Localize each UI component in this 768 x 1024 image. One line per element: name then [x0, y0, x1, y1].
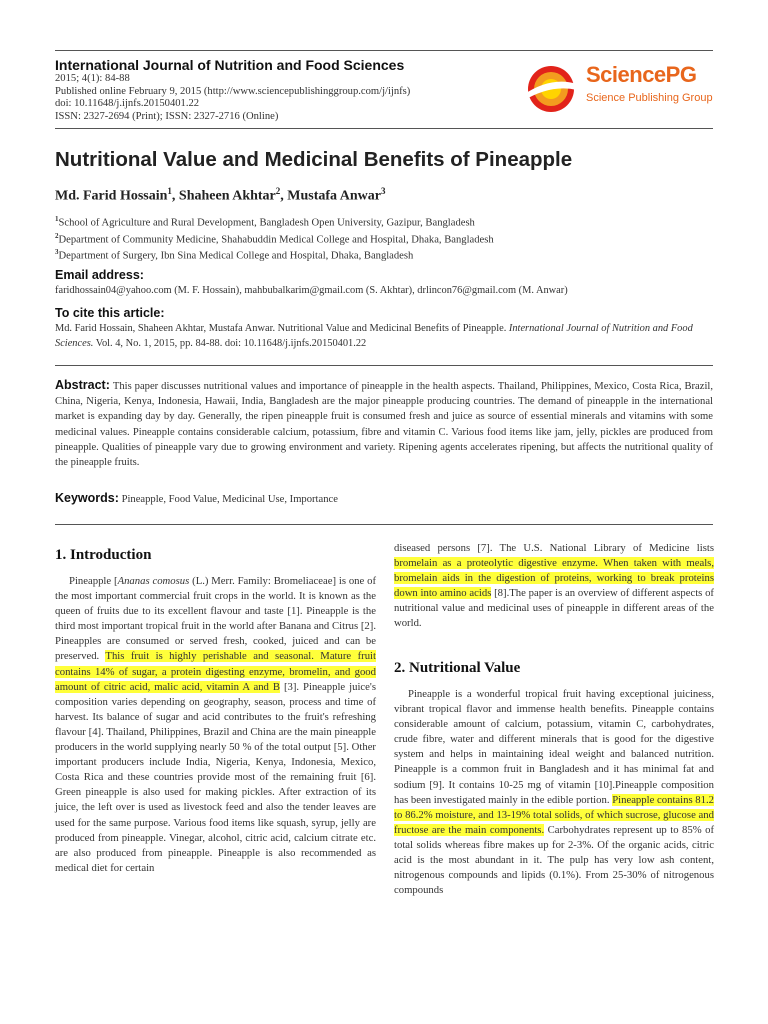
affiliation-text: School of Agriculture and Rural Development, Bangladesh Open University, Gazipur, Bangladesh	[58, 217, 475, 229]
text-run: [8].The paper is an overview of different aspects of nutritional value and medicinal uses of pineapple in different areas of the world.	[394, 587, 714, 630]
email-heading: Email address:	[55, 268, 144, 282]
publication-date-line: Published online February 9, 2015 (http://www.sciencepublishinggroup.com/j/ijnfs)	[55, 85, 411, 97]
affiliation-text: Department of Community Medicine, Shahabuddin Medical College and Hospital, Dhaka, Bangladesh	[58, 234, 494, 246]
issn-line: ISSN: 2327-2694 (Print); ISSN: 2327-2716 (Online)	[55, 110, 279, 122]
author-separator: ,	[280, 188, 288, 204]
keywords	[55, 491, 338, 505]
author-list	[55, 186, 386, 205]
author-affiliation-number: 3	[381, 186, 386, 196]
doi-line: doi: 10.11648/j.ijnfs.20150401.22	[55, 98, 200, 109]
journal-title: International Journal of Nutrition and Food Sciences	[55, 57, 405, 73]
introduction-body	[55, 574, 376, 876]
author-separator: ,	[171, 188, 179, 204]
nutritional-value-paragraph	[394, 687, 714, 898]
text-run: Pineapple is a wonderful tropical fruit having exceptional juiciness, vibrant tropical flavor and immense health benefits. Pineapple contains considerable amount of calcium, potassium, vitamin C, carbohydrates, crude fibre, water and different minerals that is good for the digestive system and helps in maintaining ideal weight and balanced nutrition. Pineapple is a common fruit in Bangladesh and it has minimal fat and sodium [9]. It contains 10-25 mg of vitamin [10].Pineapple composition has been investigated mainly in the edible portion.	[394, 688, 714, 806]
section-nutritional-value-heading: 2. Nutritional Value	[394, 660, 521, 676]
introduction-paragraph	[55, 574, 376, 876]
author-affiliation-number: 1	[167, 186, 172, 196]
abstract-top-rule	[55, 365, 713, 366]
email-addresses: faridhossain04@yahoo.com (M. F. Hossain), mahbubalkarim@gmail.com (S. Akhtar), drlincon76@gmail.com (M. Anwar)	[55, 285, 568, 296]
author-affiliation-number: 2	[275, 186, 281, 196]
author-name: Mustafa Anwar	[287, 188, 381, 204]
section-introduction-heading: 1. Introduction	[55, 547, 152, 563]
author-name: Md. Farid Hossain	[55, 188, 168, 204]
abstract-text: This paper discusses nutritional values and importance of pineapple in the health aspects. Thailand, Philippines, Mexico, Costa Rica, Brazil, China, Nigeria, Kenya, Indonesia, Hawaii, India, Bangladesh are the major pineapple producing countries. The demand of pineapple in the international market is expanding day by day. Generally, the ripen pineapple fruit is consumed fresh and juice as source of essential minerals and vitamins with some medicinal values. Pineapple contains considerable calcium, potassium, fibre and vitamin C. Various food items like jam, jelly, pickles are produced from pineapple. Qualities of pineapple vary due to growing environment and variety. Ripening agents accelerates ripening, but affects the nutritional quality of the pineapple fruits.	[55, 381, 713, 469]
abstract-bottom-rule	[55, 524, 713, 525]
paper-title: Nutritional Value and Medicinal Benefits of Pineapple	[55, 148, 573, 171]
affiliation-2	[55, 232, 494, 246]
highlighted-text: bromelain as a proteolytic digestive enzyme. When taken with meals, bromelain aids in the digestion of proteins, working to break proteins down into amino acids	[394, 557, 714, 600]
affiliation-3	[55, 248, 413, 262]
affiliation-number: 2	[55, 232, 59, 240]
citation-heading: To cite this article:	[55, 306, 165, 320]
logo-name: SciencePG	[586, 62, 697, 87]
affiliation-number: 3	[55, 248, 59, 256]
citation-journal: International Journal of Nutrition and Food Sciences.	[55, 323, 693, 349]
text-run: Pineapple [	[69, 575, 118, 587]
text-run: Carbohydrates represent up to 85% of total solids whereas fibre makes up for 2-3%. Of the organic acids, citric acid is the most abundant in it. The pulp has very low ash content, nitrogenous compounds and lipids (0.1%). From 25-30% of nitrogenous compounds	[394, 823, 715, 897]
journal-issue: 2015; 4(1): 84-88	[55, 73, 130, 84]
text-run: (L.) Merr. Family: Bromeliaceae] is one of the most important commercial fruit crops in the world. It is known as the queen of fruits due to its excellent flavour and taste [1]. Pineapple is the third most important tropical fruit in the world after Banana and Citrus [2]. Pineapples are consumed or served fresh, cooked, juiced and can be preserved.	[55, 575, 376, 663]
author-name: Shaheen Akhtar	[178, 188, 276, 204]
header-bottom-rule	[55, 128, 713, 129]
text-run: [3]. Pineapple juice's composition varies depending on geography, season, process and time of harvest. Its balance of sugar and acid contributes to the fruit's refreshing flavour [4]. Thailand, Philippines, Brazil and China are the main pineapple producers in the world supplying nearly 50 % of the total output [5]. Other important producers include India, Nigeria, Kenya, Indonesia, Mexico, Costa Rica and these countries provide most of the remaining fruit [6]. Green pineapple is also used for making pickles. After extraction of its juice, the left over is used as livestock feed and also the tender leaves are used for the same purpose. Various food items like squash, syrup, jelly are produced from pineapple. Vinegar, alcohol, citric acid, calcium citrate etc. are also produced from pineapple. Pineapple is also recommended as medical diet for certain	[55, 680, 376, 874]
citation-volume-doi: Vol. 4, No. 1, 2015, pp. 84-88. doi: 10.11648/j.ijnfs.20150401.22	[93, 337, 367, 349]
introduction-continued	[394, 541, 714, 632]
affiliation-number: 1	[55, 215, 59, 223]
continued-paragraph	[394, 541, 714, 632]
affiliation-text: Department of Surgery, Ibn Sina Medical College and Hospital, Dhaka, Bangladesh	[58, 250, 414, 262]
highlighted-text: Pineapple contains 81.2 to 86.2% moisture, and 13-19% total solids, of which sucrose, glucose and fructose are the main components.	[394, 793, 715, 836]
citation-authors-title: Md. Farid Hossain, Shaheen Akhtar, Mustafa Anwar. Nutritional Value and Medicinal Benefits of Pineapple.	[55, 323, 509, 334]
citation-text	[55, 322, 695, 351]
text-run: diseased persons [7]. The U.S. National Library of Medicine lists	[394, 542, 714, 554]
keywords-label: Keywords:	[55, 491, 119, 505]
logo-subtitle: Science Publishing Group	[586, 92, 713, 104]
abstract	[55, 378, 713, 470]
keywords-text: Pineapple, Food Value, Medicinal Use, Importance	[121, 494, 338, 505]
header-top-rule	[55, 50, 713, 51]
nutritional-value-body	[394, 687, 714, 898]
abstract-label: Abstract:	[55, 378, 110, 392]
highlighted-text: This fruit is highly perishable and seasonal. Mature fruit contains 14% of sugar, a protein digesting enzyme, bromelin, and good amount of citric acid, malic acid, vitamin A and B	[55, 650, 376, 693]
species-name: Ananas comosus	[117, 575, 190, 587]
affiliation-1	[55, 215, 475, 229]
